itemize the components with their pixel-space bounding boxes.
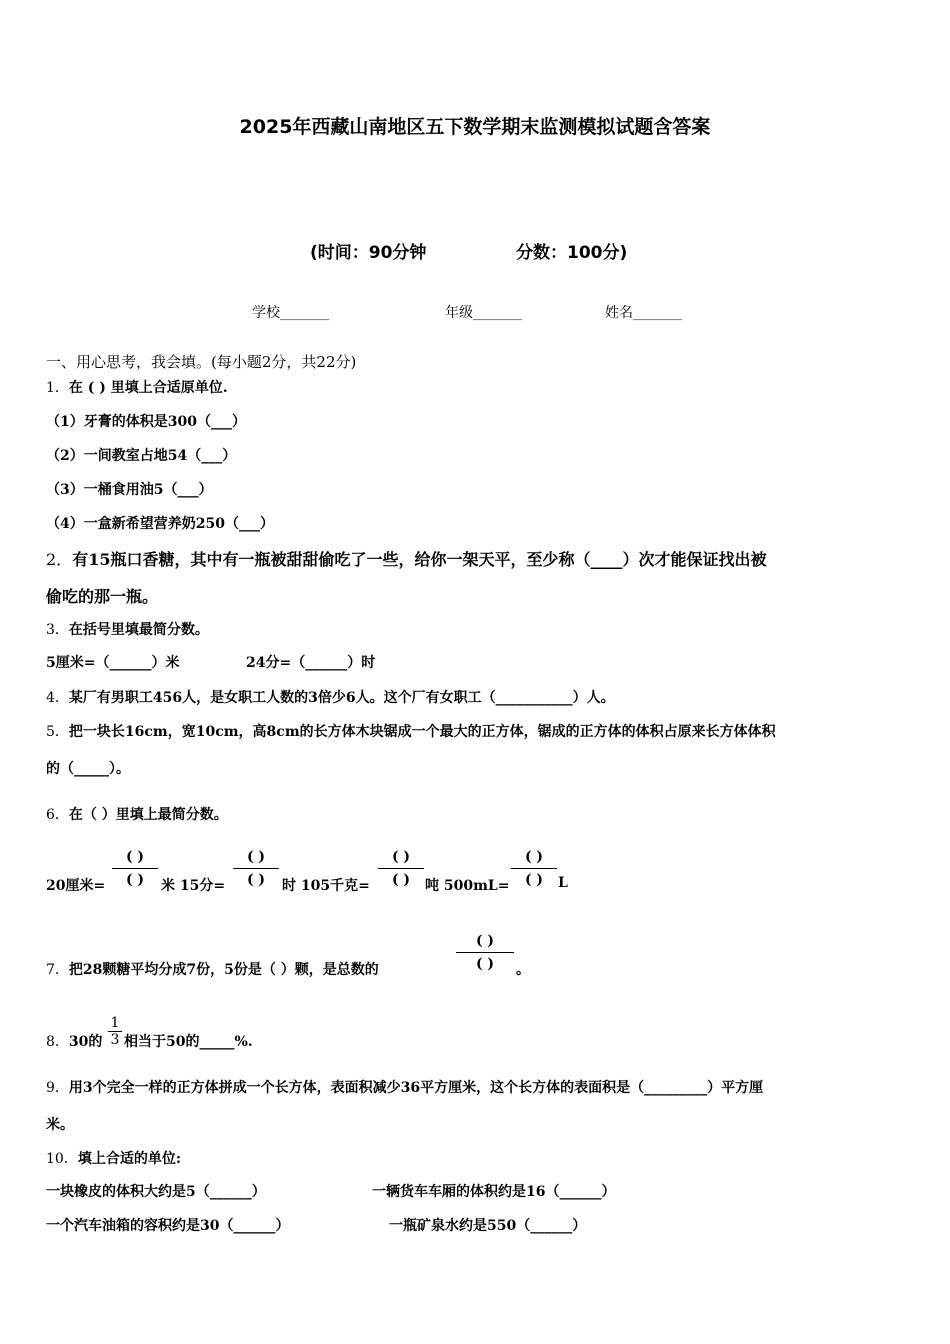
- fraction-numerator-blank: ( ): [475, 933, 495, 949]
- question-stem: 在括号里填最简分数。: [68, 622, 209, 638]
- question-4: [46, 687, 615, 707]
- fraction-numerator-blank: ( ): [524, 849, 544, 865]
- q6-fraction-4: [511, 846, 557, 891]
- question-stem: 某厂有男职工456人，是女职工人数的3倍少6人。这个厂有女职工（___________）人。: [68, 690, 615, 706]
- q6-part-2: 米 15分=: [161, 878, 226, 894]
- fraction-numerator: 1: [110, 1015, 120, 1031]
- fraction-numerator-blank: ( ): [125, 849, 145, 865]
- question-5: [46, 721, 776, 741]
- q6-fraction-3: [378, 846, 424, 891]
- q3-part-b: 24分=（______）时: [246, 655, 376, 671]
- q7-fraction: [456, 930, 514, 975]
- q3-part-a: 5厘米=（______）米: [46, 655, 180, 671]
- q6-part-4: 吨 500mL=: [425, 878, 510, 894]
- q1-item-3: （3）一桶食用油5（___）: [46, 482, 213, 498]
- question-text-line1: 把一块长16cm，宽10cm，高8cm的长方体木块锯成一个最大的正方体，锯成的正方体的体积占原来长方体体积: [68, 724, 776, 740]
- q6-part-3: 时 105千克=: [282, 878, 370, 894]
- page-title: 2025年西藏山南地区五下数学期末监测模拟试题含答案: [239, 116, 711, 138]
- question-2: [46, 547, 766, 570]
- question-number: 3．: [46, 622, 69, 638]
- question-stem: 把28颗糖平均分成7份，5份是（ ）颗，是总数的: [68, 962, 379, 978]
- q1-item-1: （1）牙膏的体积是300（___）: [46, 414, 246, 430]
- question-9-line2: 米。: [46, 1117, 74, 1133]
- question-2-line2: 偷吃的那一瓶。: [46, 587, 159, 606]
- exam-time: (时间：90分钟: [310, 243, 427, 263]
- q10-item-d: 一瓶矿泉水约是550（______）: [389, 1218, 587, 1234]
- fraction-numerator-blank: ( ): [391, 849, 411, 865]
- question-number: 6．: [46, 807, 69, 823]
- q8-text-a: 30的: [68, 1034, 103, 1050]
- fraction-denominator-blank: ( ): [475, 956, 495, 972]
- q6-part-1: 20厘米=: [46, 878, 106, 894]
- school-field: 学校_______: [252, 305, 329, 321]
- question-9: [46, 1077, 763, 1097]
- fraction-denominator-blank: ( ): [524, 872, 544, 888]
- q1-item-4: （4）一盒新希望营养奶250（___）: [46, 516, 274, 532]
- q6-fraction-2: [233, 846, 279, 891]
- q10-item-c: 一个汽车油箱的容积约是30（______）: [46, 1218, 290, 1234]
- section-heading: 一、用心思考，我会填。(每小题2分，共22分): [46, 353, 357, 371]
- question-number: 7．: [46, 962, 69, 978]
- q6-fraction-1: [112, 846, 158, 891]
- question-text-line1: 有15瓶口香糖，其中有一瓶被甜甜偷吃了一些，给你一架天平，至少称（____）次才能保证找出被: [72, 550, 767, 569]
- question-5-line2: 的（_____）。: [46, 761, 130, 777]
- question-number: 1．: [46, 380, 69, 396]
- grade-field: 年级_______: [445, 305, 522, 321]
- fraction-denominator-blank: ( ): [125, 872, 145, 888]
- q10-item-b: 一辆货车车厢的体积约是16（______）: [372, 1184, 616, 1200]
- fraction-denominator-blank: ( ): [391, 872, 411, 888]
- question-number: 9．: [46, 1080, 69, 1096]
- exam-score: 分数：100分): [516, 243, 628, 263]
- question-number: 10．: [46, 1151, 78, 1167]
- question-10: [46, 1148, 181, 1168]
- question-stem: 在 ( ) 里填上合适原单位.: [68, 380, 228, 396]
- question-stem: 填上合适的单位:: [77, 1151, 181, 1167]
- question-3: [46, 619, 209, 639]
- question-7: [46, 959, 379, 979]
- q10-item-a: 一块橡皮的体积大约是5（______）: [46, 1184, 266, 1200]
- fraction-denominator-blank: ( ): [246, 872, 266, 888]
- question-text-line1: 用3个完全一样的正方体拼成一个长方体，表面积减少36平方厘米，这个长方体的表面积是（_________）平方厘: [68, 1080, 764, 1096]
- fraction-denominator: 3: [108, 1031, 122, 1048]
- q8-fraction: [108, 1015, 122, 1048]
- q6-part-5: L: [558, 875, 568, 891]
- question-number: 5．: [46, 724, 69, 740]
- question-stem: 在（ ）里填上最简分数。: [68, 807, 228, 823]
- name-field: 姓名_______: [605, 305, 682, 321]
- fraction-numerator-blank: ( ): [246, 849, 266, 865]
- question-number: 8．: [46, 1034, 69, 1050]
- q1-item-2: （2）一间教室占地54（___）: [46, 448, 237, 464]
- question-6: [46, 804, 228, 824]
- question-number: 4．: [46, 690, 69, 706]
- question-8: [46, 1031, 102, 1051]
- question-number: 2．: [46, 550, 73, 569]
- question-1: [46, 377, 228, 397]
- q7-tail: 。: [516, 962, 530, 978]
- q8-text-b: 相当于50的_____%.: [124, 1034, 253, 1050]
